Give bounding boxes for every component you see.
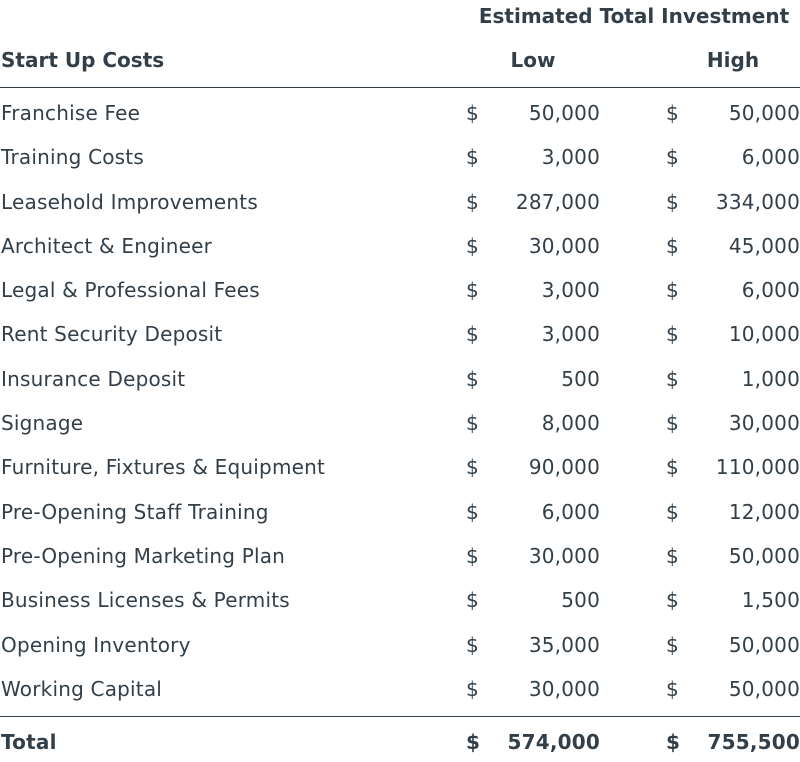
low-value: 500	[561, 588, 600, 613]
high-value: 50,000	[728, 676, 800, 701]
currency-symbol: $	[666, 411, 679, 436]
low-value: 30,000	[528, 543, 600, 568]
currency-symbol: $	[466, 322, 479, 347]
high-value: 6,000	[741, 278, 800, 303]
currency-symbol: $	[666, 322, 679, 347]
low-value: 3,000	[541, 322, 600, 347]
row-label: Training Costs	[1, 145, 144, 170]
low-value: 30,000	[528, 233, 600, 258]
column-header-row	[0, 44, 800, 76]
label-column-header: Start Up Costs	[1, 48, 165, 72]
currency-symbol: $	[666, 278, 679, 303]
row-label: Legal & Professional Fees	[1, 278, 260, 303]
currency-symbol: $	[466, 233, 479, 258]
currency-symbol: $	[466, 730, 481, 754]
high-column-header: High	[706, 48, 760, 72]
table-row	[0, 667, 800, 711]
low-value: 50,000	[528, 101, 600, 125]
currency-symbol: $	[466, 366, 479, 391]
low-value: 35,000	[528, 632, 600, 657]
currency-symbol: $	[666, 189, 679, 214]
high-value: 6,000	[741, 145, 800, 170]
high-value: 110,000	[715, 455, 800, 480]
low-value: 3,000	[541, 278, 600, 303]
currency-symbol: $	[666, 632, 679, 657]
currency-symbol: $	[666, 455, 679, 480]
table-row	[0, 224, 800, 268]
table-row	[0, 357, 800, 401]
cost-rows	[0, 91, 800, 711]
currency-symbol: $	[666, 101, 679, 125]
currency-symbol: $	[666, 676, 679, 701]
currency-symbol: $	[666, 730, 681, 754]
total-low-value: 574,000	[507, 730, 600, 754]
table-row	[0, 180, 800, 224]
low-column-header: Low	[510, 48, 556, 72]
table-row	[0, 91, 800, 135]
group-title: Estimated Total Investment	[478, 4, 790, 28]
currency-symbol: $	[466, 632, 479, 657]
low-value: 500	[561, 366, 600, 391]
currency-symbol: $	[666, 366, 679, 391]
high-value: 12,000	[728, 499, 800, 524]
low-value: 90,000	[528, 455, 600, 480]
high-value: 10,000	[728, 322, 800, 347]
low-value: 30,000	[528, 676, 600, 701]
table-row	[0, 135, 800, 179]
row-label: Franchise Fee	[1, 101, 141, 125]
high-value: 45,000	[728, 233, 800, 258]
currency-symbol: $	[466, 676, 479, 701]
low-value: 6,000	[541, 499, 600, 524]
total-high-value: 755,500	[707, 730, 800, 754]
total-divider	[0, 716, 800, 717]
row-label: Opening Inventory	[1, 632, 191, 657]
table-row	[0, 623, 800, 667]
table-row	[0, 401, 800, 445]
total-row	[0, 722, 800, 762]
low-value: 287,000	[515, 189, 600, 214]
total-label: Total	[1, 730, 57, 754]
high-value: 1,500	[741, 588, 800, 613]
currency-symbol: $	[666, 233, 679, 258]
table-row	[0, 312, 800, 356]
currency-symbol: $	[666, 588, 679, 613]
row-label: Pre-Opening Marketing Plan	[1, 543, 286, 568]
currency-symbol: $	[666, 145, 679, 170]
high-value: 50,000	[728, 101, 800, 125]
row-label: Rent Security Deposit	[1, 322, 223, 347]
high-value: 30,000	[728, 411, 800, 436]
table-row	[0, 490, 800, 534]
currency-symbol: $	[466, 455, 479, 480]
row-label: Insurance Deposit	[1, 366, 186, 391]
currency-symbol: $	[466, 189, 479, 214]
table-row	[0, 445, 800, 489]
currency-symbol: $	[466, 499, 479, 524]
currency-symbol: $	[466, 411, 479, 436]
row-label: Leasehold Improvements	[1, 189, 258, 214]
currency-symbol: $	[666, 543, 679, 568]
currency-symbol: $	[466, 543, 479, 568]
high-value: 1,000	[741, 366, 800, 391]
currency-symbol: $	[466, 145, 479, 170]
row-label: Signage	[1, 411, 84, 436]
currency-symbol: $	[466, 588, 479, 613]
high-value: 50,000	[728, 632, 800, 657]
low-value: 3,000	[541, 145, 600, 170]
currency-symbol: $	[466, 278, 479, 303]
high-value: 334,000	[715, 189, 800, 214]
table-row	[0, 268, 800, 312]
currency-symbol: $	[466, 101, 479, 125]
low-value: 8,000	[541, 411, 600, 436]
row-label: Architect & Engineer	[1, 233, 213, 258]
high-value: 50,000	[728, 543, 800, 568]
row-label: Furniture, Fixtures & Equipment	[1, 455, 326, 480]
row-label: Working Capital	[1, 676, 163, 701]
table-row	[0, 578, 800, 622]
currency-symbol: $	[666, 499, 679, 524]
header-divider	[0, 87, 800, 88]
row-label: Business Licenses & Permits	[1, 588, 290, 613]
row-label: Pre-Opening Staff Training	[1, 499, 269, 524]
table-row	[0, 534, 800, 578]
